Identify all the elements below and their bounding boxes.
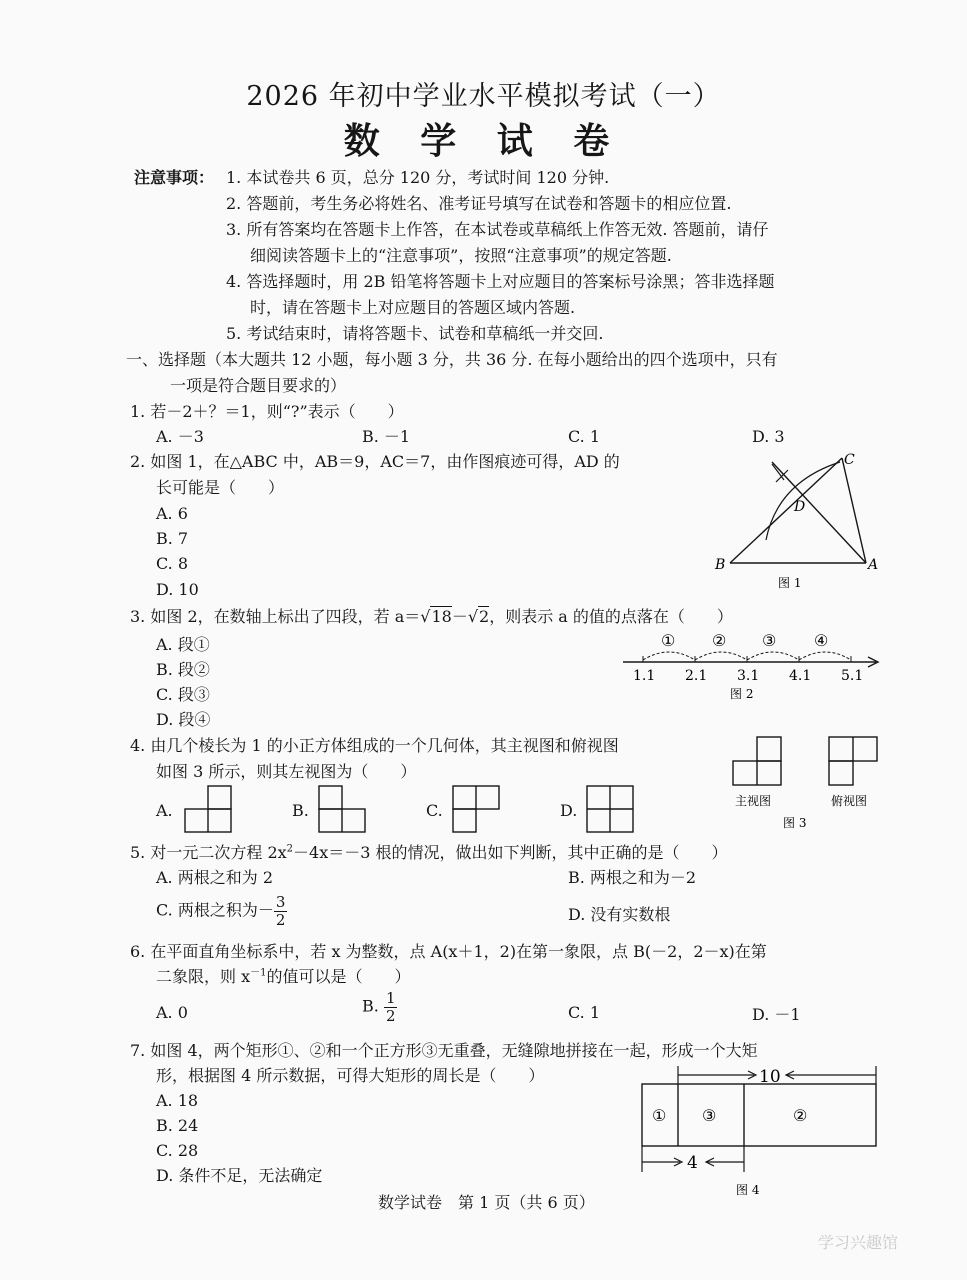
q2-option-a: A. 6 [156, 504, 188, 523]
fig4-dim-4: 4 [687, 1153, 698, 1173]
q4-option-d: D. [560, 801, 578, 820]
fig3-caption: 图 3 [783, 816, 807, 830]
q3-option-b: B. 段② [156, 660, 210, 679]
q5-stem [130, 843, 728, 862]
top-view-label: 俯视图 [831, 794, 868, 808]
segment-4-label: ④ [814, 631, 829, 650]
watermark: 学习兴趣馆 [818, 1233, 899, 1252]
q7-option-c: C. 28 [156, 1141, 199, 1160]
fig1-label-d: D [794, 499, 806, 515]
q1-option-a: A. －3 [156, 427, 204, 446]
fig4-caption: 图 4 [736, 1183, 760, 1197]
q6-exponent: －1 [250, 967, 267, 979]
q4-option-d-figure [586, 785, 636, 835]
q5-stem-a: 5. 对一元二次方程 2x [130, 843, 287, 862]
tick-label: 4.1 [789, 668, 812, 684]
notice-label: 注意事项： [134, 168, 215, 187]
notice-line: 1. 本试卷共 6 页，总分 120 分，考试时间 120 分钟. [226, 168, 610, 187]
q2-stem-cont: 长可能是（ ） [156, 478, 285, 497]
q6-stem2-b: 的值可以是（ ） [266, 967, 411, 986]
q3-stem-a: 3. 如图 2，在数轴上标出了四段，若 a＝ [130, 607, 421, 626]
section-header-cont: 一项是符合题目要求的） [170, 376, 347, 395]
q5-option-d: D. 没有实数根 [568, 905, 671, 924]
q3-option-d: D. 段④ [156, 710, 211, 729]
notice-line: 5. 考试结束时，请将答题卡、试卷和草稿纸一并交回. [226, 324, 604, 343]
fig4-dim-10: 10 [759, 1067, 781, 1087]
q7-stem-cont: 形，根据图 4 所示数据，可得大矩形的周长是（ ） [156, 1066, 545, 1085]
q3-option-c: C. 段③ [156, 685, 210, 704]
q6-option-c: C. 1 [568, 1003, 601, 1022]
q4-option-a-figure [184, 785, 234, 835]
q5-frac-num: 3 [275, 893, 286, 911]
radical-sign: √ [420, 607, 431, 626]
figure-2-number-line [618, 626, 888, 706]
tick-label: 1.1 [633, 668, 656, 684]
q3-option-a: A. 段① [156, 635, 210, 654]
notice-line: 细阅读答题卡上的“注意事项”，按照“注意事项”的规定答题. [250, 246, 672, 265]
fig4-region-1: ① [652, 1106, 667, 1125]
q1-option-c: C. 1 [568, 427, 601, 446]
notice-line: 4. 答选择题时，用 2B 铅笔将答题卡上对应题目的答案标号涂黑；答非选择题 [226, 272, 775, 291]
q2-option-b: B. 7 [156, 529, 189, 548]
tick-label: 5.1 [841, 668, 864, 684]
fig1-label-c: C [844, 452, 855, 468]
q4-option-b-figure [318, 785, 368, 835]
q2-stem: 2. 如图 1，在△ABC 中，AB＝9，AC＝7，由作图痕迹可得，AD 的 [130, 452, 620, 471]
q4-stem: 4. 由几个棱长为 1 的小正方体组成的一个几何体，其主视图和俯视图 [130, 736, 619, 755]
page-footer: 数学试卷 第 1 页（共 6 页） [378, 1193, 595, 1212]
segment-2-label: ② [712, 631, 727, 650]
front-view-label: 主视图 [735, 794, 772, 808]
tick-label: 2.1 [685, 668, 708, 684]
q5-exponent: 2 [286, 843, 294, 855]
q5-option-a: A. 两根之和为 2 [156, 868, 273, 887]
figure-3-views [725, 732, 890, 832]
q2-option-c: C. 8 [156, 554, 189, 573]
q7-option-a: A. 18 [156, 1091, 199, 1110]
radical-sign: √ [467, 607, 479, 626]
q5-stem-b: －4x＝－3 根的情况，做出如下判断，其中正确的是（ ） [293, 843, 728, 862]
notice-line: 2. 答题前，考生务必将姓名、准考证号填写在试卷和答题卡的相应位置. [226, 194, 732, 213]
notice-line: 3. 所有答案均在答题卡上作答，在本试卷或草稿纸上作答无效. 答题前，请仔 [226, 220, 769, 239]
q5-option-c [156, 894, 287, 928]
section-header: 一、选择题（本大题共 12 小题，每小题 3 分，共 36 分. 在每小题给出的四个选项中，只有 [126, 350, 778, 369]
q4-option-c: C. [426, 801, 443, 820]
q6-option-b-text: B. [362, 996, 379, 1016]
fig4-region-2: ② [793, 1106, 808, 1125]
q6-option-d: D. －1 [752, 1005, 801, 1024]
fig1-label-b: B [715, 557, 726, 573]
q7-option-b: B. 24 [156, 1116, 199, 1135]
figure-1-triangle [700, 440, 900, 600]
q6-option-a: A. 0 [156, 1003, 188, 1022]
fig4-region-3: ③ [702, 1106, 717, 1125]
q3-root-2: 2 [479, 607, 490, 626]
q5-fraction [274, 894, 288, 928]
exam-title: 2026 年初中学业水平模拟考试（一） [246, 81, 721, 112]
fig1-label-a: A [868, 557, 879, 573]
q7-option-d: D. 条件不足，无法确定 [156, 1166, 323, 1185]
q4-option-a: A. [156, 801, 173, 820]
q6-fraction [384, 990, 398, 1024]
notice-line: 时，请在答题卡上对应题目的答题区域内答题. [250, 298, 576, 317]
fig1-caption: 图 1 [778, 576, 802, 590]
q4-stem-cont: 如图 3 所示，则其左视图为（ ） [156, 762, 417, 781]
q6-frac-den: 2 [385, 1006, 396, 1025]
q1-stem: 1. 若－2＋？＝1，则“?”表示（ ） [130, 402, 404, 421]
q6-stem-cont [156, 967, 411, 986]
q5-option-c-text: C. 两根之积为－ [156, 900, 274, 920]
q7-stem: 7. 如图 4，两个矩形①、②和一个正方形③无重叠，无缝隙地拼接在一起，形成一个大矩 [130, 1041, 758, 1060]
q6-option-b [362, 990, 397, 1024]
q3-root-18: 18 [431, 607, 452, 626]
fig2-caption: 图 2 [730, 687, 754, 701]
tick-label: 3.1 [737, 668, 760, 684]
q6-stem2-a: 二象限，则 x [156, 967, 251, 986]
q1-option-d: D. 3 [752, 427, 785, 446]
q1-option-b: B. －1 [362, 427, 411, 446]
q4-option-b: B. [292, 801, 309, 820]
q6-frac-num: 1 [385, 989, 396, 1007]
q4-option-c-figure [452, 785, 502, 835]
q3-minus: － [451, 607, 468, 626]
q6-stem: 6. 在平面直角坐标系中，若 x 为整数，点 A(x＋1，2)在第一象限，点 B(－2，2－x)在第 [130, 942, 767, 961]
subject-title: 数 学 试 卷 [343, 120, 624, 162]
q2-option-d: D. 10 [156, 580, 199, 599]
q3-stem [130, 606, 733, 626]
segment-3-label: ③ [762, 631, 777, 650]
segment-1-label: ① [661, 631, 676, 650]
q3-stem-b: ，则表示 a 的值的点落在（ ） [489, 607, 733, 626]
q5-option-b: B. 两根之和为－2 [568, 868, 697, 887]
figure-4-rectangles [636, 1062, 886, 1202]
q5-frac-den: 2 [275, 910, 286, 929]
